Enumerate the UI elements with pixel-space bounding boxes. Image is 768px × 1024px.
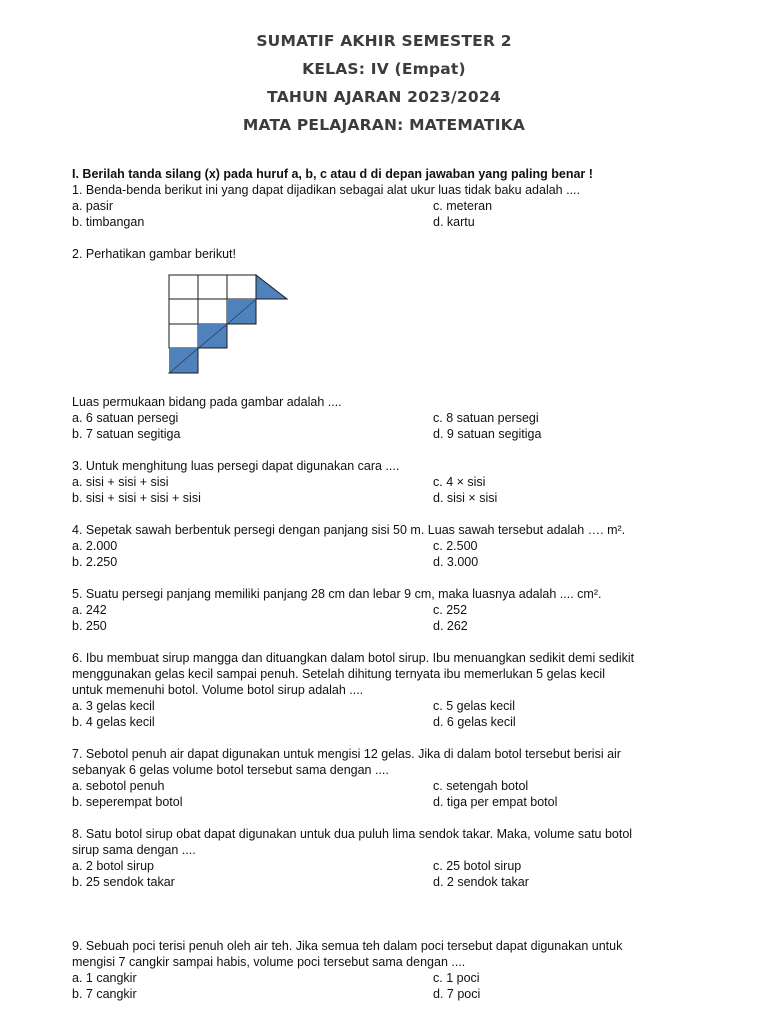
option-d: d. tiga per empat botol [433, 795, 558, 809]
option-b: b. 4 gelas kecil [72, 715, 155, 729]
option-d: d. 3.000 [433, 555, 479, 569]
option-a: a. 242 [72, 603, 107, 617]
question-text-2: menggunakan gelas kecil sampai penuh. Setelah dihitung ternyata ibu memerlukan 5 gelas kecil [72, 667, 605, 681]
question-6 [72, 650, 712, 730]
exam-header [0, 27, 768, 139]
option-a: a. pasir [72, 199, 113, 213]
question-text: 7. Sebotol penuh air dapat digunakan untuk mengisi 12 gelas. Jika di dalam botol tersebut berisi air [72, 747, 621, 761]
question-9 [72, 938, 712, 1002]
question-text: 6. Ibu membuat sirup mangga dan dituangkan dalam botol sirup. Ibu menuangkan sedikit demi sedikit [72, 651, 635, 665]
option-b: b. seperempat botol [72, 795, 183, 809]
question-text: 3. Untuk menghitung luas persegi dapat digunakan cara .... [72, 459, 400, 473]
option-c: c. 1 poci [433, 971, 480, 985]
question-text: 1. Benda-benda berikut ini yang dapat dijadikan sebagai alat ukur luas tidak baku adalah .... [72, 183, 580, 197]
question-text-2: Luas permukaan bidang pada gambar adalah .... [72, 395, 342, 409]
question-5 [72, 586, 712, 634]
question-text: 4. Sepetak sawah berbentuk persegi dengan panjang sisi 50 m. Luas sawah tersebut adalah …. m². [72, 523, 626, 537]
question-text-2: mengisi 7 cangkir sampai habis, volume poci tersebut sama dengan .... [72, 955, 466, 969]
option-b: b. 2.250 [72, 555, 118, 569]
question-text: 8. Satu botol sirup obat dapat digunakan untuk dua puluh lima sendok takar. Maka, volume satu botol [72, 827, 633, 841]
option-a: a. 6 satuan persegi [72, 411, 179, 425]
instruction-text: I. Berilah tanda silang (x) pada huruf a, b, c atau d di depan jawaban yang paling benar ! [72, 167, 593, 181]
option-c: c. 2.500 [433, 539, 478, 553]
option-d: d. 262 [433, 619, 468, 633]
question-text: 5. Suatu persegi panjang memiliki panjang 28 cm dan lebar 9 cm, maka luasnya adalah .... cm². [72, 587, 602, 601]
grid-triangle-figure [168, 274, 298, 378]
option-a: a. 2 botol sirup [72, 859, 154, 873]
option-d: d. 2 sendok takar [433, 875, 529, 889]
option-b: b. timbangan [72, 215, 145, 229]
option-d: d. 7 poci [433, 987, 481, 1001]
option-d: d. 6 gelas kecil [433, 715, 516, 729]
option-c: c. setengah botol [433, 779, 529, 793]
question-7 [72, 746, 712, 810]
option-d: d. kartu [433, 215, 475, 229]
question-4 [72, 522, 712, 570]
question-8 [72, 826, 712, 890]
question-2 [72, 246, 712, 442]
school-year: TAHUN AJARAN 2023/2024 [267, 88, 501, 106]
exam-title: SUMATIF AKHIR SEMESTER 2 [256, 32, 512, 50]
option-d: d. sisi × sisi [433, 491, 498, 505]
option-c: c. 25 botol sirup [433, 859, 522, 873]
question-text-2: sebanyak 6 gelas volume botol tersebut sama dengan .... [72, 763, 389, 777]
subject-label: MATA PELAJARAN: MATEMATIKA [242, 116, 526, 134]
class-label: KELAS: IV (Empat) [302, 60, 466, 78]
option-b: b. 25 sendok takar [72, 875, 175, 889]
option-c: c. 8 satuan persegi [433, 411, 539, 425]
question-1 [72, 182, 712, 230]
option-c: c. 252 [433, 603, 468, 617]
question-text: 9. Sebuah poci terisi penuh oleh air teh. Jika semua teh dalam poci tersebut dapat digunakan untuk [72, 939, 623, 953]
option-a: a. sebotol penuh [72, 779, 165, 793]
blue-triangle [256, 275, 287, 299]
question-text-2: sirup sama dengan .... [72, 843, 196, 857]
question-list [72, 166, 712, 1002]
option-a: a. 1 cangkir [72, 971, 137, 985]
option-c: c. 4 × sisi [433, 475, 486, 489]
option-a: a. 2.000 [72, 539, 118, 553]
question-3 [72, 458, 712, 506]
option-b: b. 250 [72, 619, 107, 633]
question-text-3: untuk memenuhi botol. Volume botol sirup adalah .... [72, 683, 364, 697]
option-b: b. 7 satuan segitiga [72, 427, 181, 441]
option-c: c. 5 gelas kecil [433, 699, 515, 713]
option-d: d. 9 satuan segitiga [433, 427, 542, 441]
option-b: b. sisi + sisi + sisi + sisi [72, 491, 201, 505]
option-a: a. sisi + sisi + sisi [72, 475, 169, 489]
option-b: b. 7 cangkir [72, 987, 137, 1001]
option-c: c. meteran [433, 199, 493, 213]
area-figure [72, 262, 712, 394]
question-text: 2. Perhatikan gambar berikut! [72, 247, 236, 261]
option-a: a. 3 gelas kecil [72, 699, 155, 713]
